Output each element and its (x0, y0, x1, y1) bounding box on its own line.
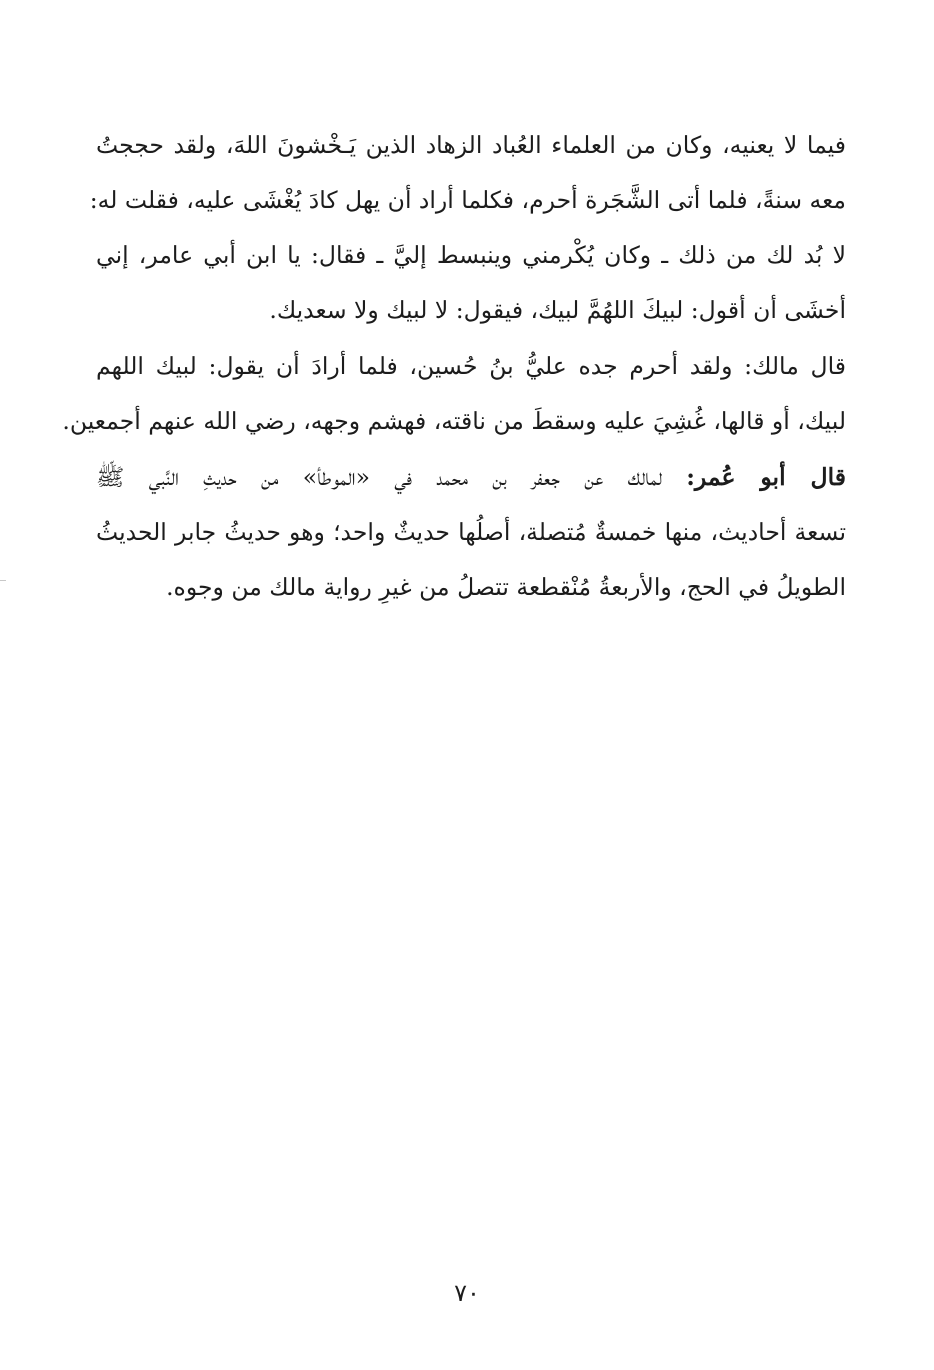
paragraph-1 (89, 118, 846, 338)
paragraph-2-line-2: لبيك، أو قالها، غُشِيَ عليه وسقطَ من ناقته، فهشم وجهه، رضي الله عنهم أجمعين. (62, 407, 846, 435)
paragraph-3-line-1-text: لمالك عن جعفر بن محمد في «الموطأ» من حديثِ النَّبي ﷺ (96, 463, 687, 491)
paragraph-3-line-2: تسعة أحاديث، منها خمسةٌ مُتصلة، أصلُها حديثٌ واحد؛ وهو حديثُ جابر الحديثُ (96, 518, 846, 546)
paragraph-3 (96, 450, 846, 615)
page-body (62, 118, 846, 615)
paragraph-1-line-1: فيما لا يعنيه، وكان من العلماء العُباد الزهاد الذين يَـخْشونَ اللهَ، ولقد حججتُ (96, 131, 846, 159)
paragraph-3-line-1 (96, 450, 846, 505)
paragraph-2 (62, 339, 846, 449)
speaker-label: قال أبو عُمر: (686, 463, 846, 491)
paragraph-1-line-2: معه سنةً، فلما أتى الشَّجَرة أحرم، فكلما أراد أن يهل كادَ يُغْشَى عليه، فقلت له: (89, 186, 846, 214)
paragraph-1-line-3: لا بُد لك من ذلك ـ وكان يُكْرمني وينبسط إليَّ ـ فقال: يا ابن أبي عامر، إني (96, 241, 846, 269)
paragraph-1-line-4: أخشَى أن أقول: لبيكَ اللهُمَّ لبيك، فيقول: لا لبيك ولا سعديك. (269, 296, 846, 324)
page-number: ٧٠ (454, 1279, 480, 1307)
margin-tick-mark (0, 580, 6, 581)
paragraph-2-line-1: قال مالك: ولقد أحرم جده عليُّ بنُ حُسين، فلما أرادَ أن يقول: لبيك اللهم (96, 352, 846, 380)
paragraph-3-line-3: الطويلُ في الحج، والأربعةُ مُنْقطعة تتصلُ من غيرِ رواية مالك من وجوه. (166, 573, 846, 601)
